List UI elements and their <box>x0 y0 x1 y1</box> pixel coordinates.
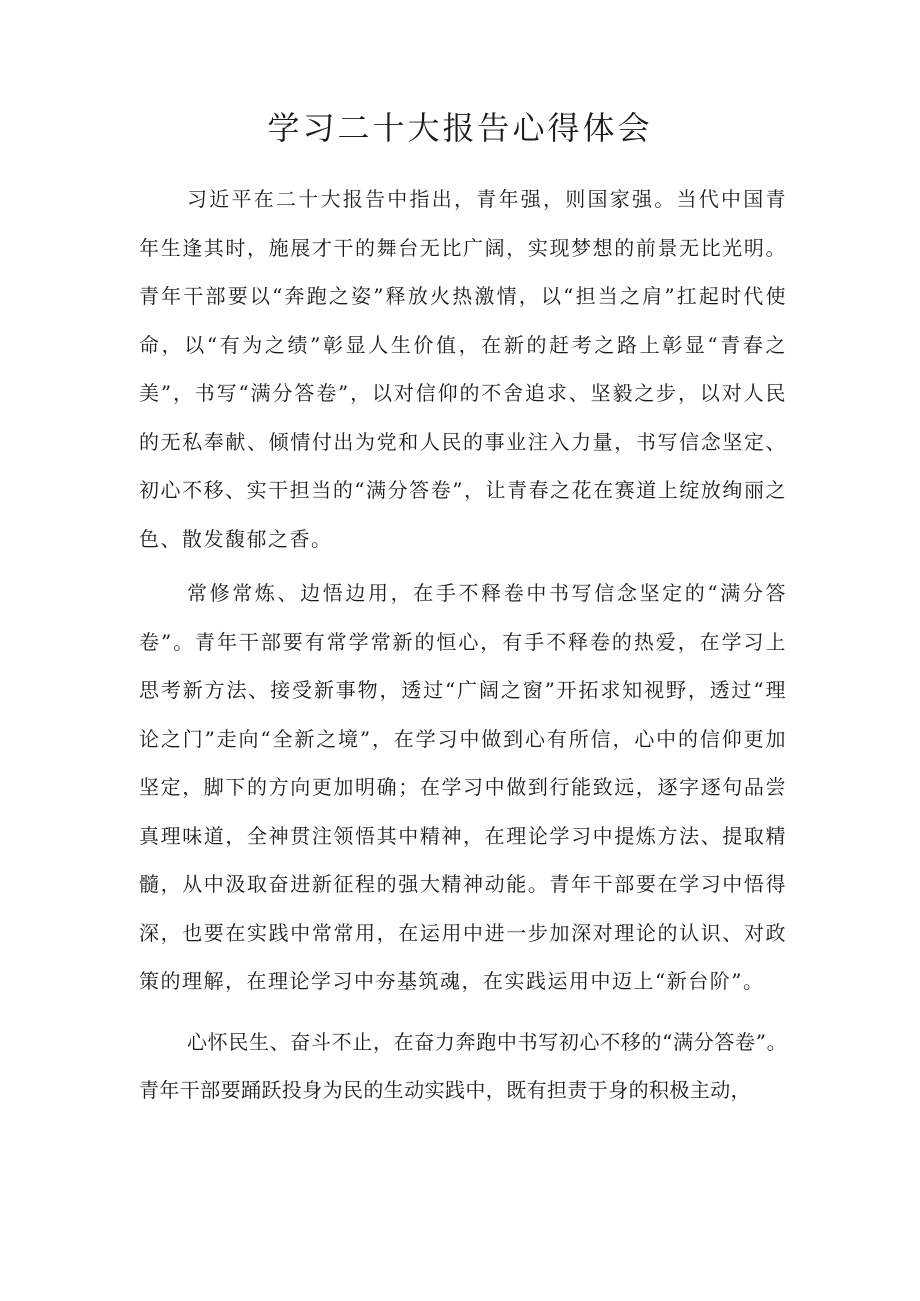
document-title: 学习二十大报告心得体会 <box>267 109 653 147</box>
paragraph-2: 常修常炼、边悟边用，在手不释卷中书写信念坚定的“满分答卷”。青年干部要有常学常新的恒心，有手不释卷的热爱，在学习上思考新方法、接受新事物，透过“广阔之窗”开拓求知视野，透过“理论之门”走向“全新之境”，在学习中做到心有所信，心中的信仰更加坚定，脚下的方向更加明确；在学习中做到行能致远，逐字逐句品尝真理味道，全神贯注领悟其中精神，在理论学习中提炼方法、提取精髓，从中汲取奋进新征程的强大精神动能。青年干部要在学习中悟得深，也要在实践中常常用，在运用中进一步加深对理论的认识、对政策的理解，在理论学习中夯基筑魂，在实践运用中迈上“新台阶”。 <box>139 581 787 993</box>
paragraph-3: 心怀民生、奋斗不止，在奋力奔跑中书写初心不移的“满分答卷”。青年干部要踊跃投身为民的生动实践中，既有担责于身的积极主动， <box>139 1029 787 1102</box>
paragraph-1: 习近平在二十大报告中指出，青年强，则国家强。当代中国青年生逢其时，施展才干的舞台无比广阔，实现梦想的前景无比光明。青年干部要以“奔跑之姿”释放火热激情，以“担当之肩”扛起时代使命，以“有为之绩”彰显人生价值，在新的赶考之路上彰显“青春之美”，书写“满分答卷”，以对信仰的不舍追求、坚毅之步，以对人民的无私奉献、倾情付出为党和人民的事业注入力量，书写信念坚定、初心不移、实干担当的“满分答卷”，让青春之花在赛道上绽放绚丽之色、散发馥郁之香。 <box>139 187 787 551</box>
document-body <box>139 175 787 1115</box>
